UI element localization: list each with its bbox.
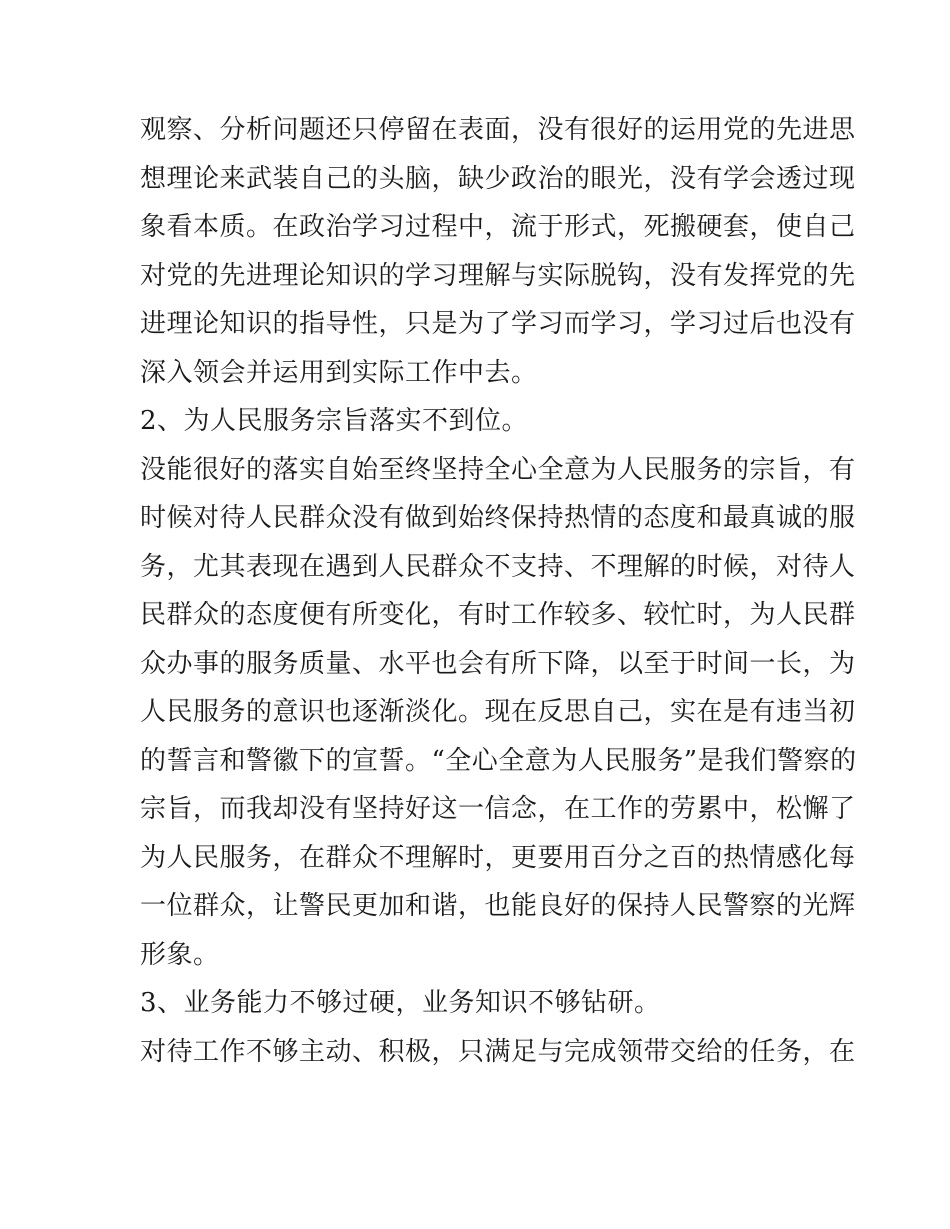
text-line: 没能很好的落实自始至终坚持全心全意为人民服务的宗旨，有: [140, 454, 856, 485]
body-text: [140, 106, 857, 1076]
text-line: 对待工作不够主动、积极，只满足与完成领带交给的任务，在: [140, 1036, 856, 1067]
section-heading-2: 2、为人民服务宗旨落实不到位。: [140, 406, 529, 436]
section-heading-3: 3、业务能力不够过硬，业务知识不够钻研。: [140, 988, 661, 1018]
text-line: 形象。: [140, 939, 220, 970]
text-line: 对党的先进理论知识的学习理解与实际脱钩，没有发挥党的先: [140, 260, 856, 291]
text-line: 众办事的服务质量、水平也会有所下降，以至于时间一长，为: [140, 648, 856, 679]
text-line: 为人民服务，在群众不理解时，更要用百分之百的热情感化每: [140, 842, 856, 873]
text-line: 进理论知识的指导性，只是为了学习而学习，学习过后也没有: [140, 309, 856, 339]
text-line: 想理论来武装自己的头脑，缺少政治的眼光，没有学会透过现: [140, 163, 856, 194]
text-line: 的誓言和警徽下的宣誓。“全心全意为人民服务”是我们警察的: [140, 745, 857, 776]
text-line: 人民服务的意识也逐渐淡化。现在反思自己，实在是有违当初: [140, 697, 856, 727]
text-line: 一位群众，让警民更加和谐，也能良好的保持人民警察的光辉: [140, 891, 856, 921]
text-line: 务，尤其表现在遇到人民群众不支持、不理解的时候，对待人: [140, 551, 856, 582]
text-line: 深入领会并运用到实际工作中去。: [140, 357, 538, 388]
text-line: 观察、分析问题还只停留在表面，没有很好的运用党的先进思: [140, 115, 856, 145]
text-line: 宗旨，而我却没有坚持好这一信念，在工作的劳累中，松懈了: [140, 794, 856, 824]
text-line: 民群众的态度便有所变化，有时工作较多、较忙时，为人民群: [140, 600, 856, 630]
text-line: 时候对待人民群众没有做到始终保持热情的态度和最真诚的服: [140, 503, 856, 533]
text-line: 象看本质。在政治学习过程中，流于形式，死搬硬套，使自己: [140, 212, 856, 242]
